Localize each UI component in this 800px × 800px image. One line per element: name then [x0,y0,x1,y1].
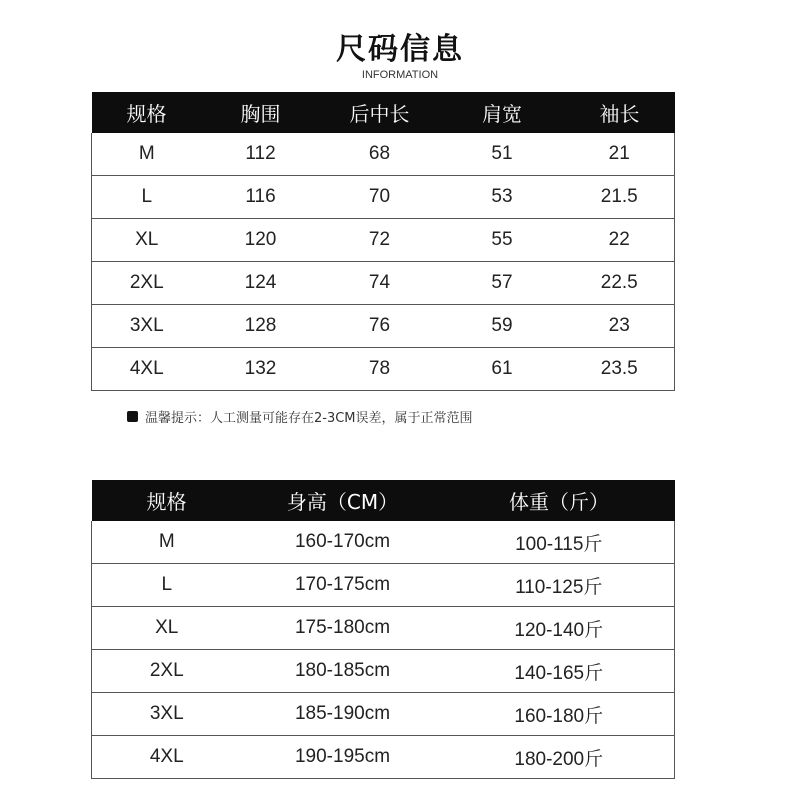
header-cell: 身高（CM） [286,490,399,514]
table-row [92,564,675,607]
table-cell: M [138,143,155,164]
table-cell: 124 [244,272,277,293]
table-cell: L [141,186,153,207]
table-cell: XL [135,229,159,250]
table-cell: 112 [245,143,276,164]
table-cell: 175-180cm [294,617,391,638]
header-cell: 胸围 [240,102,281,126]
table-cell: 120 [244,229,277,250]
table-cell: 4XL [149,746,184,767]
note-bullet-icon [127,411,138,422]
table-row [92,650,675,693]
table-cell: 59 [491,315,513,336]
table-cell: 4XL [129,358,164,379]
table-cell: 170-175cm [294,574,391,595]
header-cell: 规格 [146,490,187,514]
table-cell: 72 [368,229,391,250]
header-cell: 袖长 [599,102,640,126]
table-cell: M [158,531,175,552]
table-cell: 61 [491,358,513,379]
table-row [92,348,675,391]
table-row [92,305,675,348]
table-cell: 74 [368,272,391,293]
size-table-header [92,92,675,133]
table-cell: 55 [491,229,513,250]
table-cell: 140-165斤 [514,662,604,684]
table-cell: 160-180斤 [514,705,604,727]
table-cell: 57 [491,272,513,293]
table-cell: 120-140斤 [514,619,604,641]
table-cell: L [161,574,173,595]
table-cell: 128 [244,315,277,336]
table-cell: 76 [368,315,391,336]
page-title: 尺码信息 [336,32,464,67]
table-cell: 2XL [149,660,184,681]
size-table [91,92,675,391]
table-cell: 3XL [129,315,164,336]
table-row [92,176,675,219]
table-cell: 68 [368,143,391,164]
table-row [92,262,675,305]
table-cell: 21.5 [600,186,638,207]
table-cell: 110-125斤 [515,576,603,598]
height-table-header [92,480,675,521]
table-cell: 180-185cm [294,660,391,681]
height-weight-table [91,480,675,779]
header-cell: 规格 [126,102,167,126]
table-cell: 23 [608,315,630,336]
table-cell: 22.5 [600,272,638,293]
table-row [92,607,675,650]
measurement-note: 温馨提示：人工测量可能存在2-3CM误差，属于正常范围 [145,411,473,426]
table-row [92,736,675,779]
table-row [92,133,675,176]
header-cell: 肩宽 [482,102,522,126]
header-cell: 后中长 [349,102,410,126]
table-cell: 22 [608,229,630,250]
table-row [92,219,675,262]
table-cell: 2XL [129,272,164,293]
table-cell: 180-200斤 [514,748,604,770]
table-row [92,521,675,564]
table-cell: 70 [368,186,391,207]
table-cell: XL [155,617,179,638]
table-cell: 190-195cm [294,746,391,767]
table-cell: 53 [491,186,513,207]
table-cell: 116 [245,186,276,207]
table-cell: 21 [608,143,630,164]
table-cell: 185-190cm [294,703,391,724]
table-row [92,693,675,736]
table-cell: 23.5 [600,358,638,379]
page-subtitle: INFORMATION [361,69,439,81]
table-cell: 160-170cm [294,531,391,552]
table-cell: 51 [491,143,513,164]
table-cell: 100-115斤 [515,533,603,555]
header-cell: 体重（斤） [509,490,609,514]
table-cell: 132 [244,358,277,379]
table-cell: 3XL [149,703,184,724]
table-cell: 78 [368,358,391,379]
